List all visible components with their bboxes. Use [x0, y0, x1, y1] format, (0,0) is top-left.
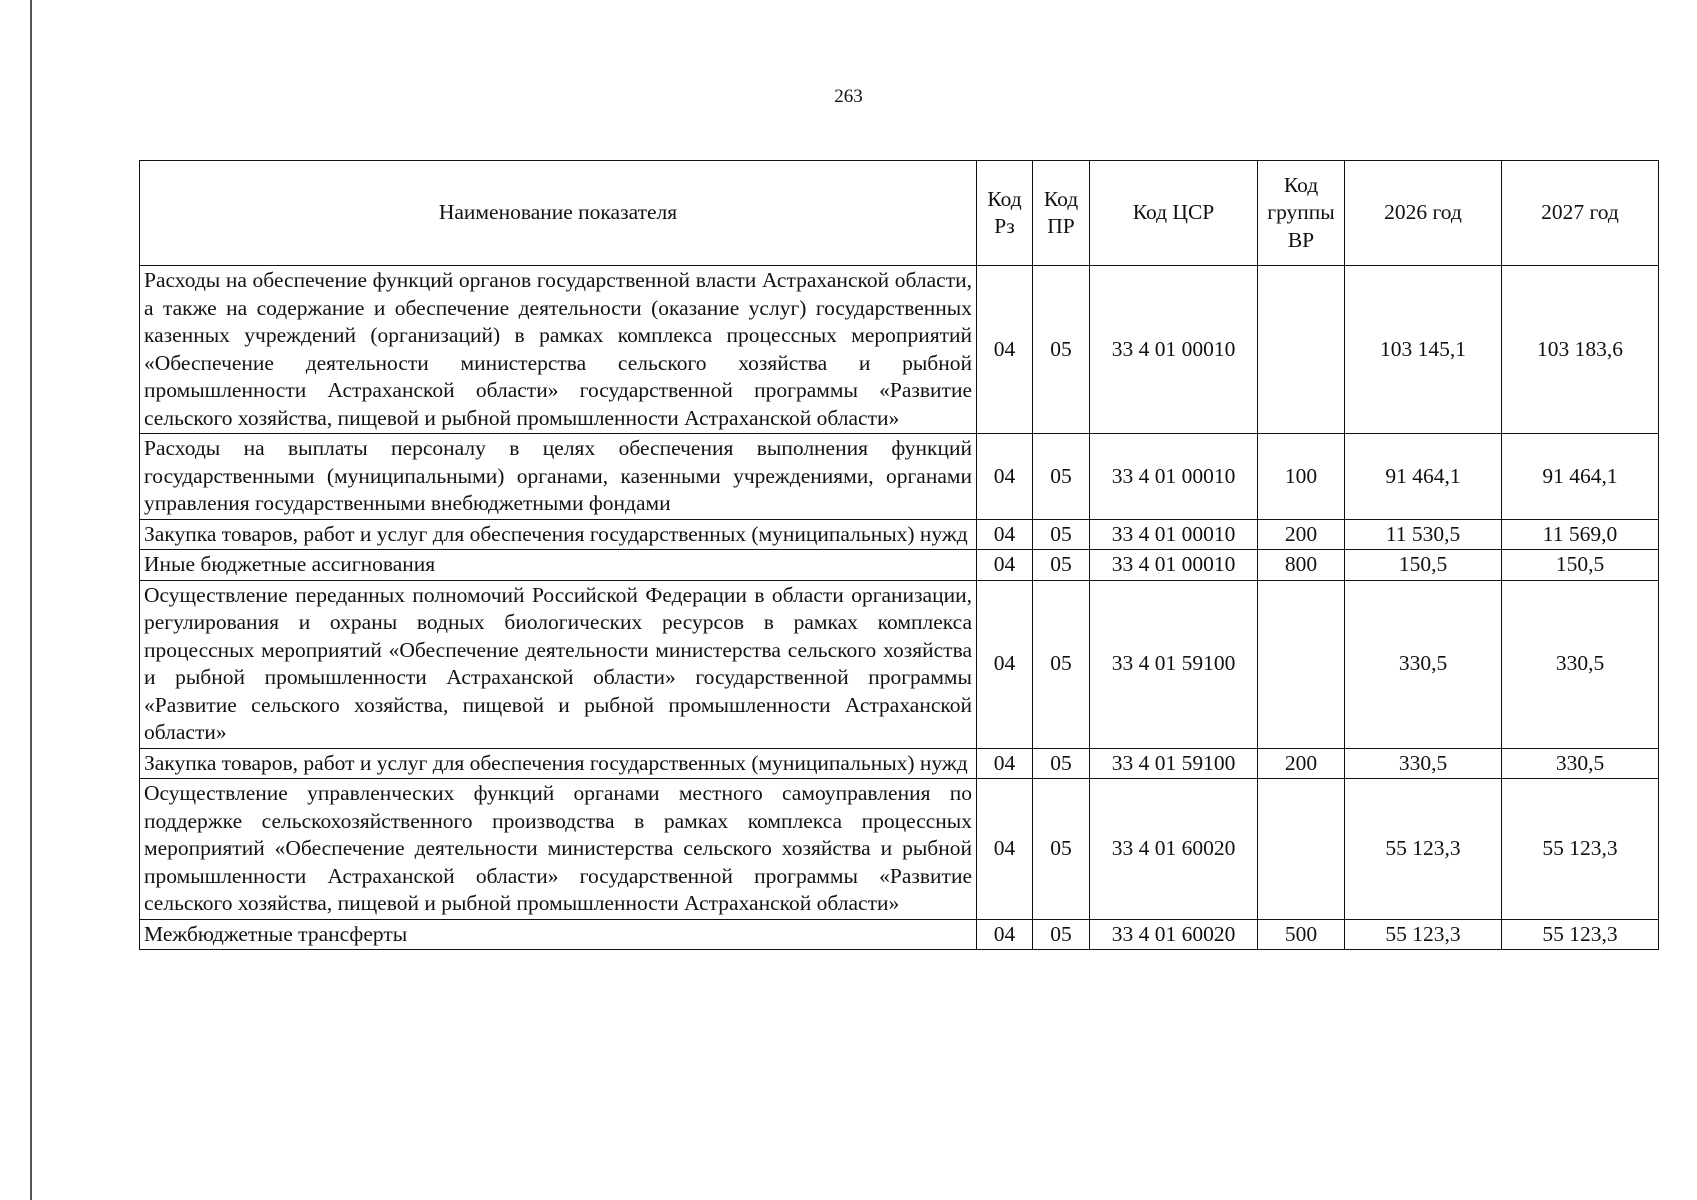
row-vr	[1258, 266, 1345, 434]
row-vr: 800	[1258, 550, 1345, 581]
row-csr: 33 4 01 60020	[1090, 779, 1258, 920]
header-vr: Код группы ВР	[1258, 161, 1345, 266]
row-pr: 05	[1033, 779, 1090, 920]
row-csr: 33 4 01 60020	[1090, 919, 1258, 950]
table-row	[140, 550, 1659, 581]
row-vr	[1258, 779, 1345, 920]
row-2026: 55 123,3	[1345, 779, 1502, 920]
row-2026: 330,5	[1345, 580, 1502, 748]
row-pr: 05	[1033, 519, 1090, 550]
row-pr: 05	[1033, 550, 1090, 581]
page-number: 263	[834, 86, 863, 107]
table-row	[140, 434, 1659, 520]
row-2027: 150,5	[1502, 550, 1659, 581]
row-rz: 04	[977, 266, 1033, 434]
table-header-row	[140, 161, 1659, 266]
row-name: Расходы на обеспечение функций органов государственной власти Астраханской области, а также на содержание и обеспечение деятельности (оказание услуг) государственных казенных учреждений (организаций) в рамках комплекса процессных мероприятий «Обеспечение деятельности министерства сельского хозяйства и рыбной промышленности Астраханской области» государственной программы «Развитие сельского хозяйства, пищевой и рыбной промышленности Астраханской области»	[140, 266, 977, 434]
header-2026: 2026 год	[1345, 161, 1502, 266]
header-csr: Код ЦСР	[1090, 161, 1258, 266]
header-name: Наименование показателя	[140, 161, 977, 266]
table-row	[140, 519, 1659, 550]
row-vr: 100	[1258, 434, 1345, 520]
row-2026: 11 530,5	[1345, 519, 1502, 550]
table-row	[140, 919, 1659, 950]
row-vr: 200	[1258, 519, 1345, 550]
row-2027: 55 123,3	[1502, 919, 1659, 950]
row-name: Межбюджетные трансферты	[140, 919, 977, 950]
scan-edge-line	[30, 0, 32, 1200]
row-pr: 05	[1033, 580, 1090, 748]
table-row	[140, 580, 1659, 748]
row-csr: 33 4 01 00010	[1090, 550, 1258, 581]
header-rz: Код Рз	[977, 161, 1033, 266]
row-2026: 330,5	[1345, 748, 1502, 779]
row-2027: 55 123,3	[1502, 779, 1659, 920]
row-2026: 55 123,3	[1345, 919, 1502, 950]
row-vr: 200	[1258, 748, 1345, 779]
table-row	[140, 748, 1659, 779]
row-name: Иные бюджетные ассигнования	[140, 550, 977, 581]
row-rz: 04	[977, 434, 1033, 520]
row-rz: 04	[977, 519, 1033, 550]
row-name: Расходы на выплаты персоналу в целях обеспечения выполнения функций государственными (муниципальными) органами, казенными учреждениями, органами управления государственными внебюджетными фондами	[140, 434, 977, 520]
header-pr: Код ПР	[1033, 161, 1090, 266]
row-name: Осуществление переданных полномочий Российской Федерации в области организации, регулирования и охраны водных биологических ресурсов в рамках комплекса процессных мероприятий «Обеспечение деятельности министерства сельского хозяйства и рыбной промышленности Астраханской области» государственной программы «Развитие сельского хозяйства, пищевой и рыбной промышленности Астраханской области»	[140, 580, 977, 748]
row-name: Закупка товаров, работ и услуг для обеспечения государственных (муниципальных) нужд	[140, 748, 977, 779]
budget-table	[139, 160, 1659, 950]
row-rz: 04	[977, 580, 1033, 748]
row-csr: 33 4 01 59100	[1090, 580, 1258, 748]
row-2027: 91 464,1	[1502, 434, 1659, 520]
row-rz: 04	[977, 919, 1033, 950]
row-2027: 103 183,6	[1502, 266, 1659, 434]
row-2027: 330,5	[1502, 748, 1659, 779]
row-2026: 103 145,1	[1345, 266, 1502, 434]
row-2027: 330,5	[1502, 580, 1659, 748]
row-2027: 11 569,0	[1502, 519, 1659, 550]
header-2027: 2027 год	[1502, 161, 1659, 266]
table-row	[140, 266, 1659, 434]
row-name: Осуществление управленческих функций органами местного самоуправления по поддержке сельскохозяйственного производства в рамках комплекса процессных мероприятий «Обеспечение деятельности министерства сельского хозяйства и рыбной промышленности Астраханской области» государственной программы «Развитие сельского хозяйства, пищевой и рыбной промышленности Астраханской области»	[140, 779, 977, 920]
row-csr: 33 4 01 00010	[1090, 434, 1258, 520]
row-vr: 500	[1258, 919, 1345, 950]
row-rz: 04	[977, 779, 1033, 920]
row-pr: 05	[1033, 434, 1090, 520]
row-2026: 91 464,1	[1345, 434, 1502, 520]
row-2026: 150,5	[1345, 550, 1502, 581]
row-rz: 04	[977, 550, 1033, 581]
table-row	[140, 779, 1659, 920]
row-pr: 05	[1033, 748, 1090, 779]
row-pr: 05	[1033, 266, 1090, 434]
row-name: Закупка товаров, работ и услуг для обеспечения государственных (муниципальных) нужд	[140, 519, 977, 550]
row-vr	[1258, 580, 1345, 748]
row-rz: 04	[977, 748, 1033, 779]
row-csr: 33 4 01 00010	[1090, 519, 1258, 550]
row-csr: 33 4 01 59100	[1090, 748, 1258, 779]
row-csr: 33 4 01 00010	[1090, 266, 1258, 434]
row-pr: 05	[1033, 919, 1090, 950]
